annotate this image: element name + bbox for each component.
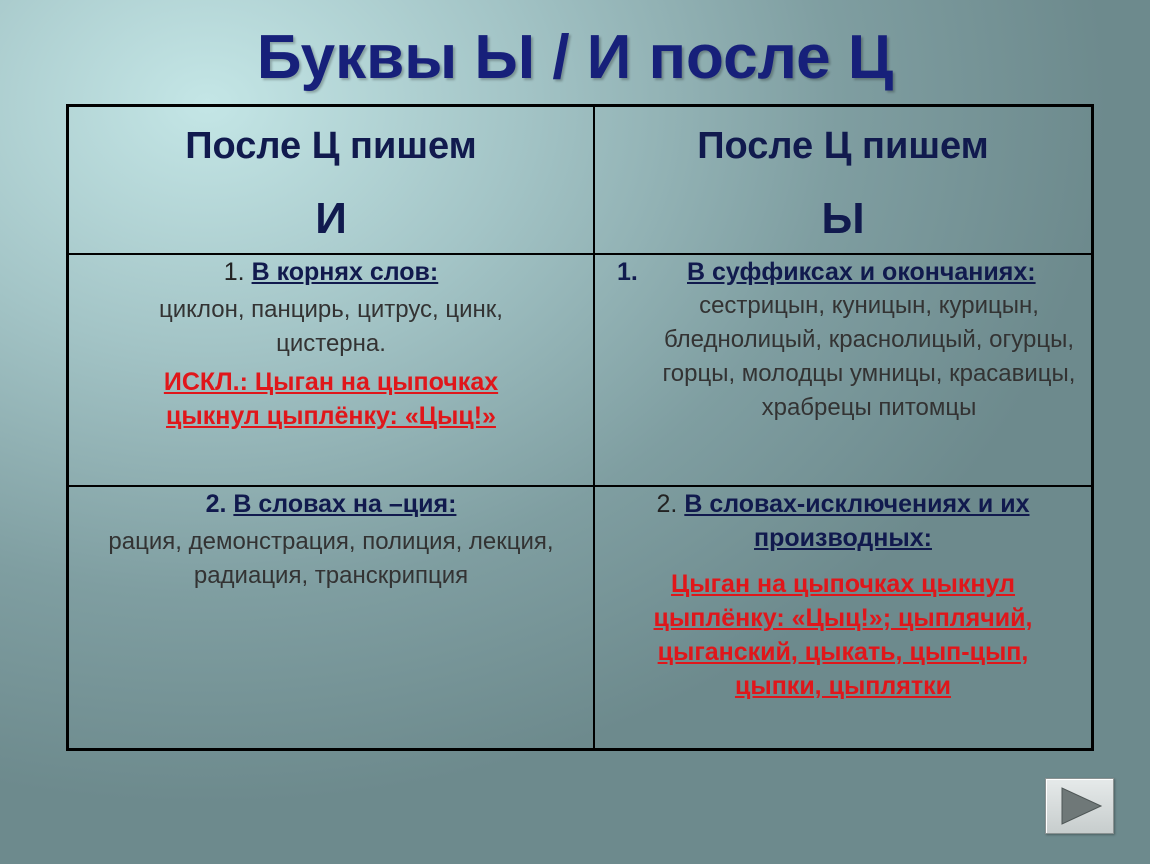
left-rule1-exception: ИСКЛ.: Цыган на цыпочках цыкнул цыплёнку: «Цыц!» <box>163 367 499 430</box>
next-slide-button[interactable] <box>1045 778 1114 834</box>
left-rule2-title <box>75 487 587 521</box>
right-header-cell <box>594 106 1093 254</box>
rules-table <box>66 104 1094 751</box>
right-rule1-title <box>601 255 1085 289</box>
right-rule2-title <box>601 487 1085 555</box>
rule1-row <box>68 254 1093 486</box>
left-rule1-cell <box>68 254 595 486</box>
left-rule1-title <box>75 255 587 289</box>
left-rule1-examples: циклон, панцирь, цитрус, цинк, цистерна. <box>159 295 503 357</box>
left-heading: После Ц пишем <box>185 125 477 167</box>
left-rule2-cell <box>68 486 595 750</box>
right-rule1-number: 1. <box>617 257 638 286</box>
left-rule2-examples: рация, демонстрация, полиция, лекция, радиация, транскрипция <box>108 527 554 589</box>
left-rule1-number: 1. <box>223 257 245 286</box>
page-title: Буквы Ы / И после Ц <box>256 23 894 92</box>
left-rule2-number: 2. <box>205 489 227 518</box>
header-row <box>68 106 1093 254</box>
right-rule2-exceptions: Цыган на цыпочках цыкнул цыплёнку: «Цыц!»; цыплячий, цыганский, цыкать, цып-цып, цыпки, цыплятки <box>653 569 1033 700</box>
rule2-row <box>68 486 1093 750</box>
right-rule1-examples: сестрицын, куницын, курицын, бледнолицый, краснолицый, огурцы, горцы, молодцы умницы, красавицы, храбрецы питомцы <box>662 291 1076 421</box>
left-rule2-topic: В словах на –ция: <box>233 489 457 518</box>
left-rule1-topic: В корнях слов: <box>251 257 439 286</box>
left-header-cell <box>68 106 595 254</box>
right-rule1-cell <box>594 254 1093 486</box>
right-rule2-number: 2. <box>656 489 678 518</box>
right-rule1-topic: В суффиксах и окончаниях: <box>687 257 1036 286</box>
right-heading: После Ц пишем <box>697 125 989 167</box>
right-rule2-topic: В словах-исключениях и их производных: <box>684 489 1030 552</box>
right-rule2-cell <box>594 486 1093 750</box>
right-letter: Ы <box>821 194 865 243</box>
play-arrow-icon <box>1046 779 1113 833</box>
left-letter: И <box>315 194 347 243</box>
